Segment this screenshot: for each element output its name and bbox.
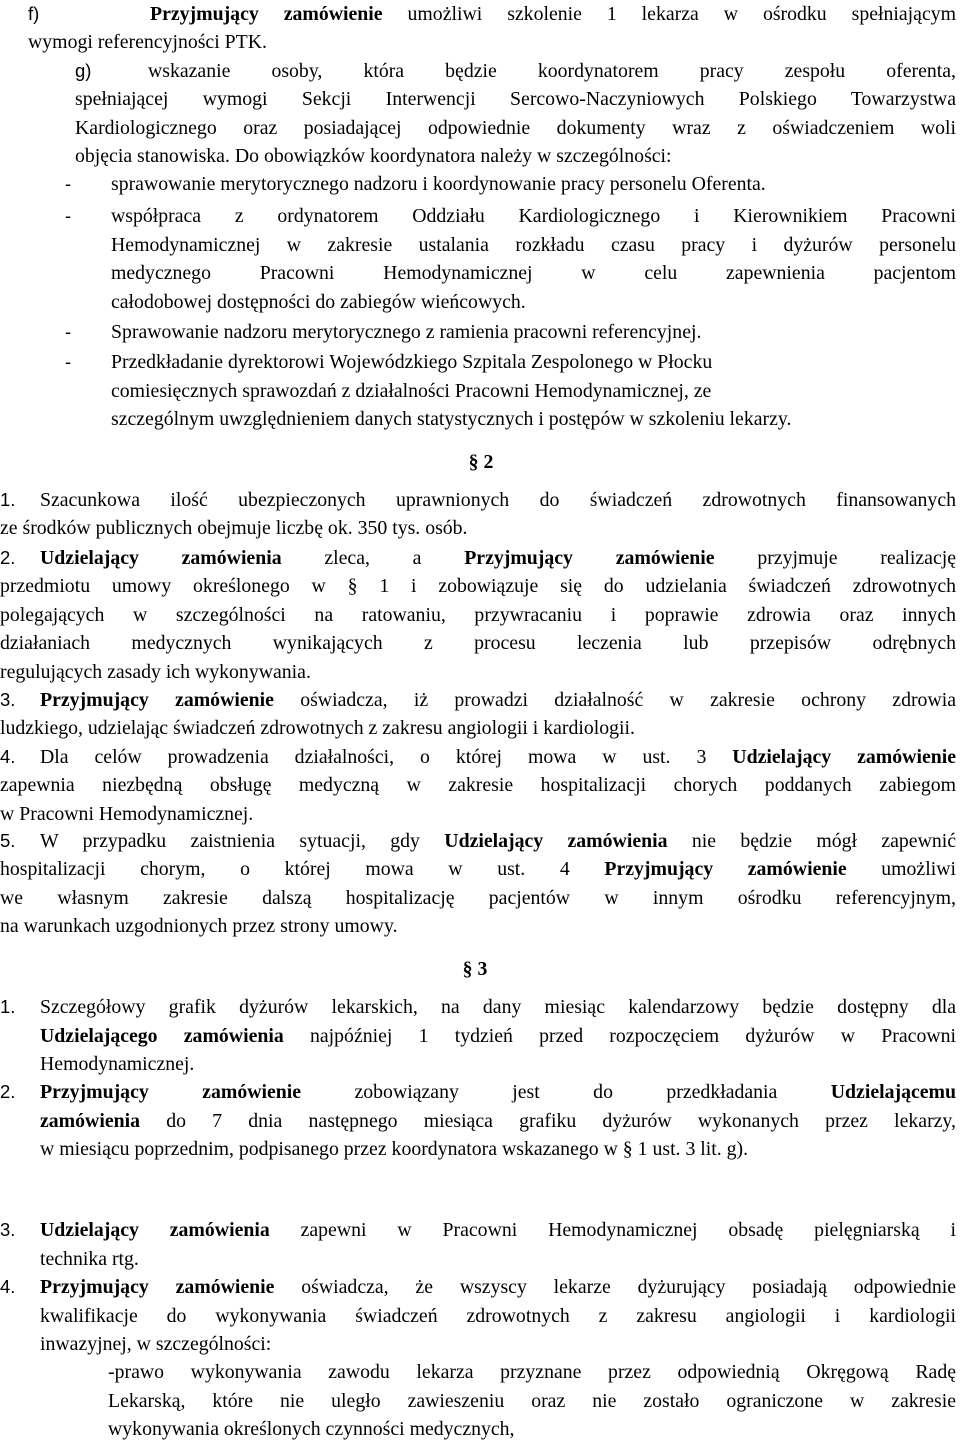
- s2-p4-marker: 4.: [0, 746, 16, 767]
- bold-term: Udzielający zamówienia: [40, 547, 282, 569]
- s2-p4-text-cont: zapewnia niezbędną obsługę medyczną w zakresie hospitalizacji chorych poddanych zabiegom w Pracowni Hemodynamicznej.: [0, 774, 956, 825]
- item-f-marker: f): [28, 3, 40, 24]
- duty-item: - Przedkładanie dyrektorowi Wojewódzkiego Szpitala Zespolonego w Płocku comiesięcznych sprawozdań z działalności Pracowni Hemodynamicznej, ze szczególnym uwzględnieniem danych statystycznych i postępów w szkoleniu lekarzy.: [111, 348, 956, 434]
- item-f-text: Przyjmujący zamówienie umożliwi szkolenie 1 lekarza w ośrodku spełniającym: [150, 3, 956, 25]
- s3-p3-text: Udzielający zamówienia zapewni w Pracowni Hemodynamicznej obsadę pielęgniarską i technika rtg.: [40, 1219, 956, 1270]
- item-g-text: wskazanie osoby, która będzie koordynatorem pracy zespołu oferenta,: [148, 60, 956, 82]
- s3-p2-text: Przyjmujący zamówienie zobowiązany jest do przedkładania Udzielającemu zamówienia do 7 dnia następnego miesiąca grafiku dyżurów wykonanych przez lekarzy, w miesiącu poprzednim, podpisanego przez koordynatora wskazanego w § 1 ust. 3 lit. g).: [40, 1081, 957, 1160]
- dash-marker: -: [65, 173, 72, 194]
- s3-p4-marker: 4.: [0, 1276, 16, 1297]
- s2-p1-text-cont: ze środków publicznych obejmuje liczbę ok. 350 tys. osób.: [0, 517, 468, 539]
- s2-p4-text: Dla celów prowadzenia działalności, o której mowa w ust. 3 Udzielający zamówienie: [40, 746, 956, 768]
- s3-p2-marker: 2.: [0, 1081, 16, 1102]
- s3-p4-sublist: -prawo wykonywania zawodu lekarza przyznane przez odpowiednią Okręgową Radę Lekarską, które nie uległo zawieszeniu oraz nie zostało ograniczone w zakresie wykonywania określonych czynności medycznych,: [108, 1361, 956, 1440]
- bold-term: Udzielającego zamówienia: [40, 1024, 284, 1047]
- s2-p2-text: Udzielający zamówienia zleca, a Przyjmujący zamówienie przyjmuje realizację: [40, 547, 957, 569]
- item-f-text-cont: wymogi referencyjności PTK.: [28, 31, 267, 53]
- bold-term: Przyjmujący zamówienie: [464, 547, 715, 569]
- s2-p3-marker: 3.: [0, 689, 16, 710]
- item-g-marker: g): [75, 60, 92, 81]
- bold-term: Udzielający zamówienia: [40, 1219, 270, 1241]
- bold-term: Przyjmujący zamówienie: [40, 689, 274, 711]
- bold-term: Przyjmujący zamówienie: [604, 858, 847, 880]
- s2-p5-text-cont: hospitalizacji chorym, o której mowa w ust. 4 Przyjmujący zamówienie umożliwi we własnym zakresie dalszą hospitalizację pacjentów w innym ośrodku referencyjnym, na warunkach uzgodnionych przez strony umowy.: [0, 858, 956, 937]
- s2-p3-text-cont: ludzkiego, udzielając świadczeń zdrowotnych z zakresu angiologii i kardiologii.: [0, 717, 635, 739]
- s2-p3-text: Przyjmujący zamówienie oświadcza, iż prowadzi działalność w zakresie ochrony zdrowia: [40, 689, 957, 711]
- bold-term: Udzielający zamówienia: [444, 830, 668, 852]
- s2-p2-text-cont: przedmiotu umowy określonego w § 1 i zobowiązuje się do udzielania świadczeń zdrowotnych polegających w szczególności na ratowaniu, przywracaniu i poprawie zdrowia oraz innych działaniach medycznych wynikających z procesu leczenia lub przepisów odrębnych regulujących zasady ich wykonywania.: [0, 575, 956, 683]
- item-g-text-cont: spełniającej wymogi Sekcji Interwencji Sercowo-Naczyniowych Polskiego Towarzystwa Kardiologicznego oraz posiadającej odpowiednie dokumenty wraz z oświadczeniem woli objęcia stanowiska. Do obowiązków koordynatora należy w szczególności:: [75, 88, 956, 167]
- s2-p5-marker: 5.: [0, 830, 16, 851]
- s3-p1-text: Szczegółowy grafik dyżurów lekarskich, na dany miesiąc kalendarzowy będzie dostępny dla Udzielającego zamówienia najpóźniej 1 tydzień przed rozpoczęciem dyżurów w Pracowni Hemodynamicznej.: [40, 996, 957, 1075]
- dash-marker: -: [65, 205, 72, 226]
- bold-term: Udzielającemu: [830, 1081, 957, 1103]
- s2-p1-marker: 1.: [0, 489, 16, 510]
- s3-p3-marker: 3.: [0, 1219, 16, 1240]
- dash-marker: -: [65, 351, 72, 372]
- section-3-heading: § 3: [462, 958, 488, 980]
- s3-p4-text: Przyjmujący zamówienie oświadcza, że wszyscy lekarze dyżurujący posiadają odpowiednie kwalifikacje do wykonywania świadczeń zdrowotnych z zakresu angiologii i kardiologii inwazyjnej, w szczególności:: [40, 1276, 956, 1355]
- duty-item: - Sprawowanie nadzoru merytorycznego z ramienia pracowni referencyjnej.: [111, 318, 956, 347]
- s2-p1-text: Szacunkowa ilość ubezpieczonych uprawnionych do świadczeń zdrowotnych finansowanych: [40, 489, 956, 511]
- duty-item: - współpraca z ordynatorem Oddziału Kardiologicznego i Kierownikiem Pracowni Hemodynamicznej w zakresie ustalania rozkładu czasu pracy i dyżurów personelu medycznego Pracowni Hemodynamicznej w celu zapewnienia pacjentom całodobowej dostępności do zabiegów wieńcowych.: [111, 202, 956, 316]
- s2-p2-marker: 2.: [0, 547, 16, 568]
- bold-term: Przyjmujący zamówienie: [40, 1276, 275, 1298]
- dash-marker: -: [65, 321, 72, 342]
- bold-term: Przyjmujący zamówienie: [40, 1081, 302, 1103]
- s3-p1-marker: 1.: [0, 996, 16, 1017]
- bold-term: Udzielający zamówienie: [732, 746, 956, 768]
- section-2-heading: § 2: [468, 451, 494, 473]
- bold-term: zamówienia: [40, 1109, 140, 1132]
- s2-p5-text: W przypadku zaistnienia sytuacji, gdy Udzielający zamówienia nie będzie mógł zapewnić: [40, 830, 957, 852]
- bold-term: Przyjmujący zamówienie: [150, 3, 383, 25]
- duty-item: - sprawowanie merytorycznego nadzoru i koordynowanie pracy personelu Oferenta.: [111, 170, 956, 199]
